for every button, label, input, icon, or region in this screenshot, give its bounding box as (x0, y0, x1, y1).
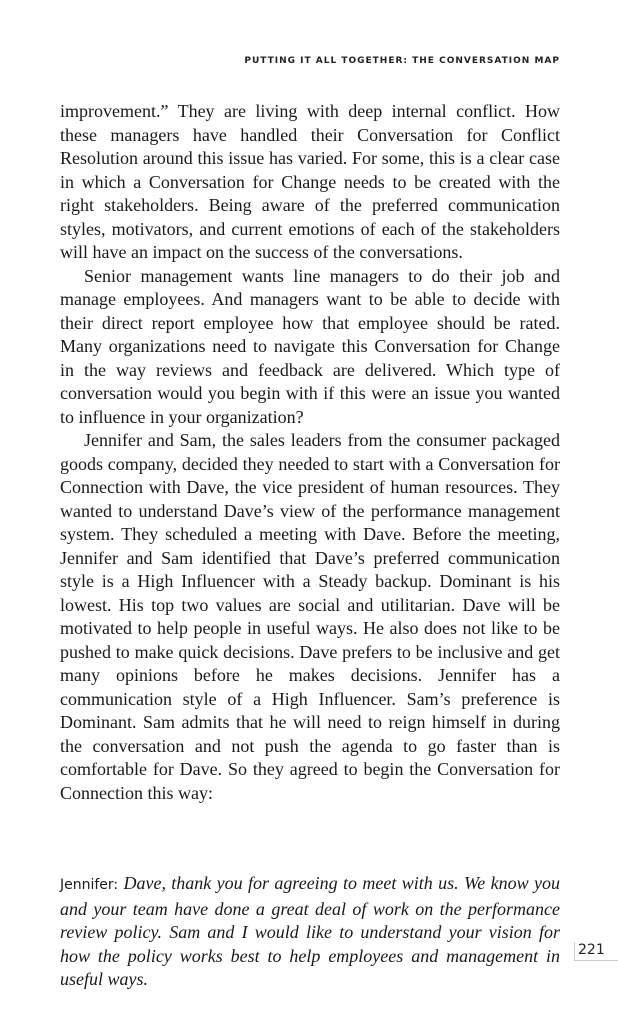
dialogue-line (60, 872, 560, 992)
page-number: 221 (574, 942, 618, 961)
running-head: PUTTING IT ALL TOGETHER: THE CONVERSATION MAP (244, 56, 560, 66)
speech-text: Dave, thank you for agreeing to meet with us. We know you and your team have done a great deal of work on the performance review policy. Sam and I would like to understand your vision for how the policy works best to help employees and management in useful ways. (60, 873, 560, 989)
paragraph-3: Jennifer and Sam, the sales leaders from the consumer packaged goods company, decided they needed to start with a Conversation for Connection with Dave, the vice president of human resources. They wanted to understand Dave’s view of the performance management system. They scheduled a meeting with Dave. Before the meeting, Jennifer and Sam identified that Dave’s preferred communication style is a High Influencer with a Steady backup. Dominant is his lowest. His top two values are social and utilitarian. Dave will be motivated to help people in useful ways. He also does not like to be pushed to make quick decisions. Dave prefers to be inclusive and get many opinions before he makes decisions. Jennifer has a communication style of a High Influencer. Sam’s preference is Dominant. Sam admits that he will need to reign himself in during the conversation and not push the agenda to go faster than is comfortable for Dave. So they agreed to begin the Conversation for Connection this way: (60, 430, 560, 803)
paragraph-1: improvement.” They are living with deep internal conflict. How these managers have handled their Conversation for Conflict Resolution around this issue has varied. For some, this is a clear case in which a Conversation for Change needs to be created with the right stakeholders. Being aware of the preferred communication styles, motivators, and current emotions of each of the stakeholders will have an impact on the success of the conversations. (60, 101, 560, 262)
paragraph-2: Senior management wants line managers to do their job and manage employees. And managers want to be able to decide with their direct report employee how that employee should be rated. Many organizations need to navigate this Conversation for Change in the way reviews and feedback are delivered. Which type of conversation would you begin with if this were an issue you wanted to influence in your organization? (60, 265, 560, 427)
body-text (60, 100, 560, 805)
speaker-label: Jennifer: (60, 877, 124, 893)
